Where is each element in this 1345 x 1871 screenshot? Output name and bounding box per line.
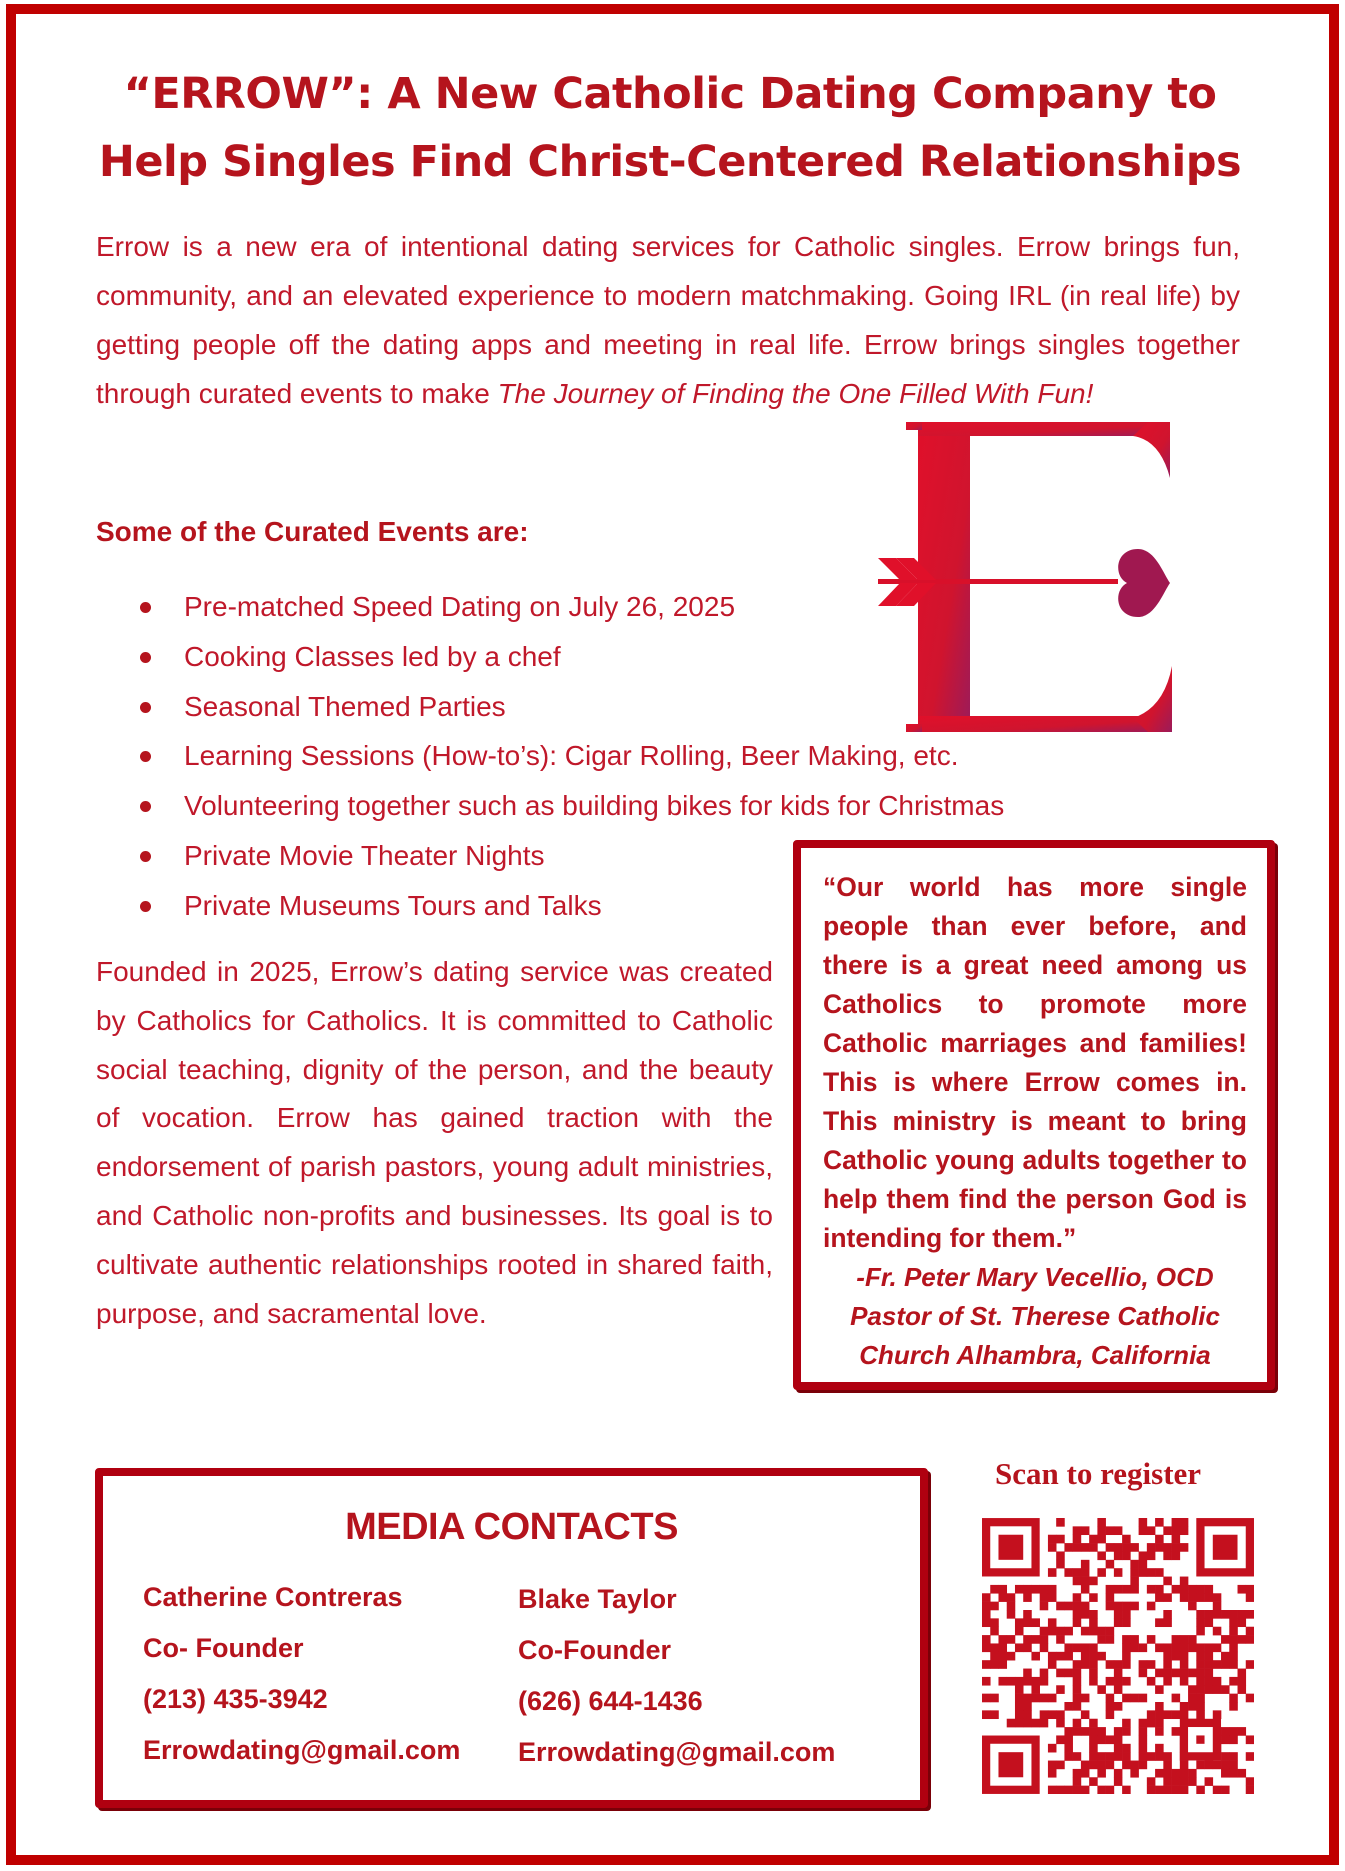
event-label: Private Movie Theater Nights (184, 839, 545, 871)
intro-italic: The Journey of Finding the One Filled With Fun! (497, 378, 1094, 409)
event-label: Learning Sessions (How-to’s): Cigar Rolling, Beer Making, etc. (184, 740, 959, 772)
scan-to-register-label: Scan to register (995, 1456, 1202, 1491)
list-item (140, 582, 1004, 632)
title-line-2: Help Singles Find Christ-Centered Relationships (98, 137, 1242, 187)
bullet-icon (140, 751, 151, 762)
contact-phone: (626) 644-1436 (518, 1686, 703, 1716)
contact-role: Co- Founder (143, 1633, 304, 1663)
bullet-icon (140, 851, 151, 862)
bullet-icon (140, 602, 151, 613)
bullet-icon (140, 652, 151, 663)
attribution-line: -Fr. Peter Mary Vecellio, OCD (856, 1262, 1214, 1292)
media-contacts-box (95, 1468, 928, 1808)
title-line-1: “ERROW”: A New Catholic Dating Company to (123, 69, 1217, 119)
intro-text: Errow is a new era of intentional dating services for Catholic singles. Errow brings fun, community, and an elevated experience to modern matchmaking. Going IRL (in real life) by getting people off the dating apps and meeting in real life. Errow brings singles together through curated events to make (96, 231, 1240, 409)
intro-paragraph (96, 222, 1240, 418)
list-item (140, 781, 1004, 831)
event-label: Volunteering together such as building bikes for kids for Christmas (184, 790, 1005, 822)
event-label: Private Museums Tours and Talks (184, 889, 602, 921)
event-label: Cooking Classes led by a chef (184, 640, 561, 672)
bullet-icon (140, 801, 151, 812)
quote-attribution (823, 1258, 1247, 1375)
attribution-line: Church Alhambra, California (859, 1340, 1211, 1370)
contact-role: Co-Founder (518, 1635, 671, 1665)
media-contacts-title: MEDIA CONTACTS (345, 1506, 678, 1548)
events-heading: Some of the Curated Events are: (96, 516, 529, 547)
event-label: Seasonal Themed Parties (184, 690, 506, 722)
bullet-icon (140, 702, 151, 713)
event-label: Pre-matched Speed Dating on July 26, 2025 (184, 591, 736, 622)
letter-e-arrow-heart-logo-icon (878, 418, 1178, 736)
contact-email: Errowdating@gmail.com (518, 1737, 836, 1767)
contact-phone: (213) 435-3942 (143, 1684, 328, 1714)
qr-code-icon[interactable] (982, 1518, 1254, 1794)
quote-text: “Our world has more single people than ever before, and there is a great need among us Catholics to promote more Catholic marriages and families! This is where Errow comes in. This ministry is meant to bring Catholic young adults together to help them find the person God is intending for them.” (823, 872, 1247, 1253)
list-item (140, 731, 1004, 781)
list-item (140, 682, 1004, 732)
contact-name: Catherine Contreras (143, 1582, 403, 1612)
attribution-line: Pastor of St. Therese Catholic (850, 1301, 1220, 1331)
contact-card (143, 1572, 460, 1776)
contact-email: Errowdating@gmail.com (143, 1735, 461, 1765)
contact-card (518, 1574, 835, 1778)
page-title (70, 60, 1270, 196)
quote-box (793, 840, 1275, 1390)
list-item (140, 632, 1004, 682)
contact-name: Blake Taylor (518, 1584, 677, 1614)
founded-paragraph: Founded in 2025, Errow’s dating service was created by Catholics for Catholics. It is committed to Catholic social teaching, dignity of the person, and the beauty of vocation. Errow has gained traction with the endorsement of parish pastors, young adult ministries, and Catholic non-profits and businesses. Its goal is to cultivate authentic relationships rooted in shared faith, purpose, and sacramental love. (96, 956, 773, 1329)
bullet-icon (140, 901, 151, 912)
